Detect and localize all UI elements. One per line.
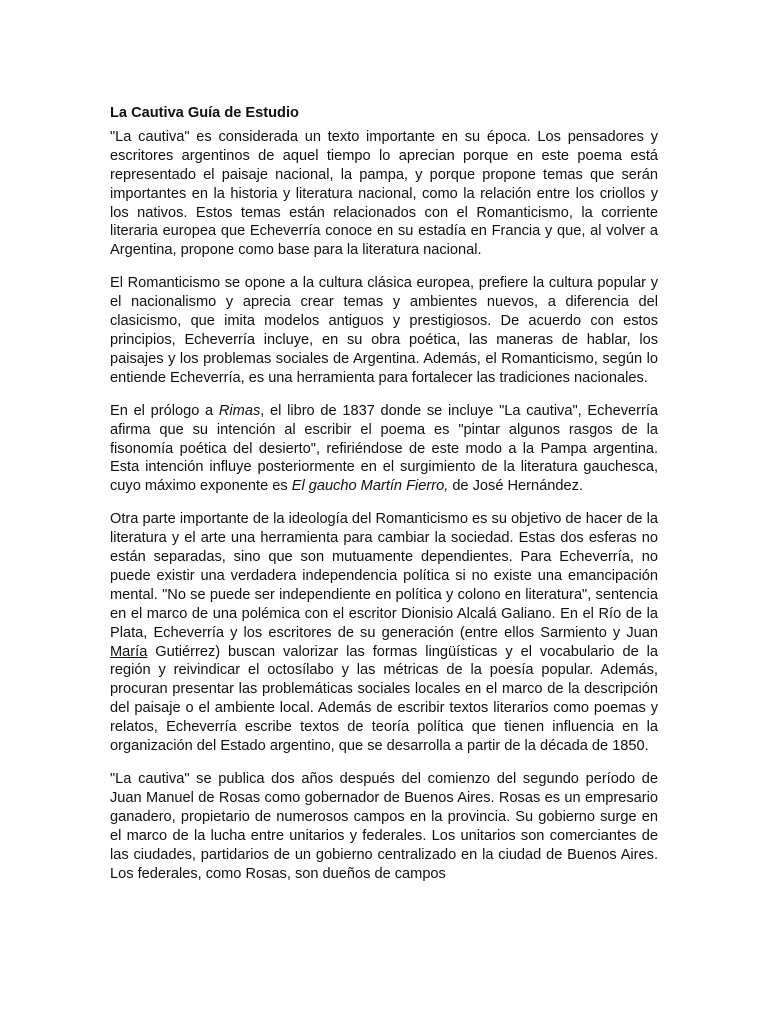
document-title: La Cautiva Guía de Estudio bbox=[110, 105, 299, 121]
paragraph-3-text-c: de José Hernández. bbox=[448, 478, 583, 495]
rimas-title: Rimas bbox=[218, 402, 261, 419]
paragraph-3-text-b: , el libro de 1837 donde se incluye "La cautiva", Echeverría afirma que su intención al escribir el poema es "pintar algunos rasgos de la fisonomía poética del desierto", refiriéndose de este modo a la Pampa argentina. Esta intención influye posteriormente en el surgimiento de la literatura gauchesca, cuyo máximo exponente es bbox=[110, 402, 658, 495]
paragraph-5: "La cautiva" se publica dos años después del comienzo del segundo período de Juan Manuel de Rosas como gobernador de Buenos Aires. Rosas es un empresario ganadero, propietario de numerosos campos en la provincia. Su gobierno surge en el marco de la lucha entre unitarios y federales. Los unitarios son comerciantes de las ciudades, partidarios de un gobierno centralizado en la ciudad de Buenos Aires. Los federales, como Rosas, son dueños de campos bbox=[110, 771, 658, 882]
paragraph-3 bbox=[110, 402, 658, 497]
martin-fierro-title: El gaucho Martín Fierro, bbox=[291, 478, 449, 495]
maria-underlined-word: María bbox=[110, 643, 148, 660]
paragraph-1: "La cautiva" es considerada un texto importante en su época. Los pensadores y escritores argentinos de aquel tiempo lo aprecian porque en este poema está representado el paisaje nacional, la pampa, y porque propone temas que serán importantes en la historia y literatura nacional, como la relación entre los criollos y los nativos. Estos temas están relacionados con el Romanticismo, la corriente literaria europea que Echeverría conoce en su estadía en Francia y que, al volver a Argentina, propone como base para la literatura nacional. bbox=[110, 128, 658, 259]
paragraph-2: El Romanticismo se opone a la cultura clásica europea, prefiere la cultura popular y el nacionalismo y aprecia crear temas y ambientes nuevos, a diferencia del clasicismo, que imita modelos antiguos y prestigiosos. De acuerdo con estos principios, Echeverría incluye, en su obra poética, las maneras de hablar, los paisajes y los problemas sociales de Argentina. Además, el Romanticismo, según lo entiende Echeverría, es una herramienta para fortalecer las tradiciones nacionales. bbox=[110, 275, 658, 386]
document-page bbox=[110, 104, 658, 897]
paragraph-3-text-a: En el prólogo a bbox=[110, 402, 219, 419]
paragraph-4 bbox=[110, 510, 658, 756]
paragraph-4-text-b: Gutiérrez) buscan valorizar las formas lingüísticas y el vocabulario de la región y reivindicar el octosílabo y las métricas de la poesía popular. Además, procuran presentar las problemáticas sociales locales en el marco de la descripción del paisaje o el ambiente local. Además de escribir textos literarios como poemas y relatos, Echeverría escribe textos de teoría política que tienen influencia en la organización del Estado argentino, que se desarrolla a partir de la década de 1850. bbox=[110, 643, 658, 755]
paragraph-4-text-a: Otra parte importante de la ideología del Romanticismo es su objetivo de hacer de la literatura y el arte una herramienta para cambiar la sociedad. Estas dos esferas no están separadas, sino que son mutuamente dependientes. Para Echeverría, no puede existir una verdadera independencia política si no existe una emancipación mental. "No se puede ser independiente en política y colono en literatura", sentencia en el marco de una polémica con el escritor Dionisio Alcalá Galiano. En el Río de la Plata, Echeverría y los escritores de su generación (entre ellos Sarmiento y Juan bbox=[110, 511, 658, 641]
